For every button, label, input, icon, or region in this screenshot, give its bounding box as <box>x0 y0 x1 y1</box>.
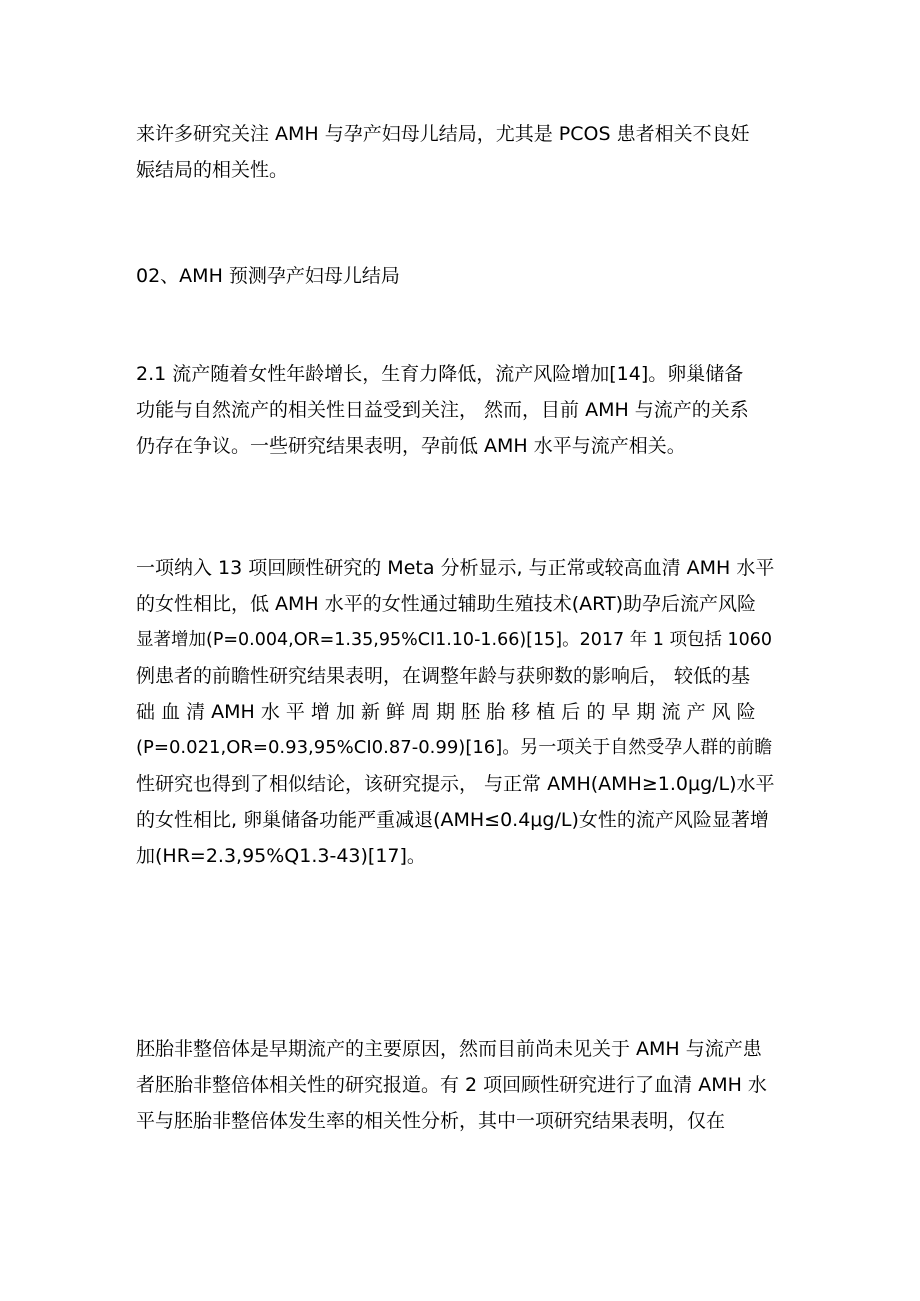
paragraph-miscarriage-intro <box>136 356 788 464</box>
text-line: 一项纳入 13 项回顾性研究的 Meta 分析显示, 与正常或较高血清 AMH 水平 <box>136 557 775 579</box>
text-line: 础 血 清 AMH 水 平 增 加 新 鲜 周 期 胚 胎 移 植 后 的 早 期 流 产 风 险 <box>136 701 756 723</box>
paragraph-aneuploidy <box>136 1031 788 1139</box>
text-line: 例患者的前瞻性研究结果表明，在调整年龄与获卵数的影响后， 较低的基 <box>136 665 751 687</box>
text-line: (P=0.021,OR=0.93,95%CI0.87-0.99)[16]。另一项关于自然受孕人群的前瞻 <box>136 737 773 758</box>
text-line: 2.1 流产随着女性年龄增长，生育力降低，流产风险增加[14]。卵巢储备 <box>136 363 744 385</box>
paragraph-meta-analysis <box>136 550 788 874</box>
text-line: 的女性相比, 卵巢储备功能严重减退(AMH≤0.4μg/L)女性的流产风险显著增 <box>136 809 769 831</box>
text-line: 功能与自然流产的相关性日益受到关注， 然而，目前 AMH 与流产的关系 <box>136 399 749 421</box>
text-line: 娠结局的相关性。 <box>136 159 289 181</box>
paragraph-intro-continuation <box>136 116 788 188</box>
text-line: 的女性相比，低 AMH 水平的女性通过辅助生殖技术(ART)助孕后流产风险 <box>136 593 757 615</box>
text-line: 仍存在争议。一些研究结果表明，孕前低 AMH 水平与流产相关。 <box>136 435 686 457</box>
text-line: 加(HR=2.3,95%Q1.3-43)[17]。 <box>136 845 426 867</box>
text-line: 平与胚胎非整倍体发生率的相关性分析，其中一项研究结果表明，仅在 <box>136 1110 726 1132</box>
text-line: 显著增加(P=0.004,OR=1.35,95%CI1.10-1.66)[15]。2017 年 1 项包括 1060 <box>136 630 773 650</box>
section-heading <box>136 258 788 294</box>
text-line: 来许多研究关注 AMH 与孕产妇母儿结局，尤其是 PCOS 患者相关不良妊 <box>136 123 750 145</box>
text-line: 胚胎非整倍体是早期流产的主要原因，然而目前尚未见关于 AMH 与流产患 <box>136 1038 762 1060</box>
text-line: 性研究也得到了相似结论，该研究提示， 与正常 AMH(AMH≥1.0μg/L)水平 <box>136 773 775 795</box>
section-heading-text: 02、AMH 预测孕产妇母儿结局 <box>136 265 400 287</box>
text-line: 者胚胎非整倍体相关性的研究报道。有 2 项回顾性研究进行了血清 AMH 水 <box>136 1074 767 1096</box>
